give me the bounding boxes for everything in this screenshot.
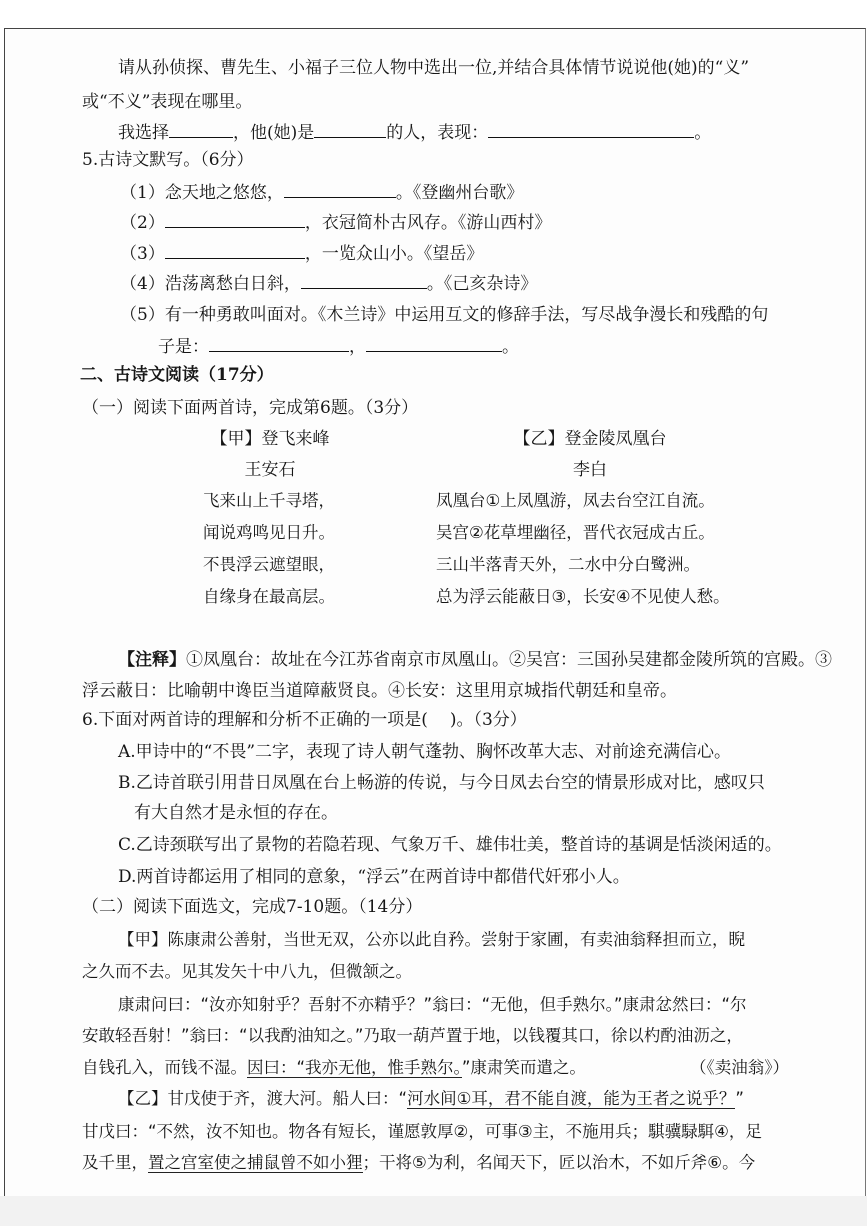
- poem-b-title: 【乙】登金陵凤凰台: [513, 429, 667, 449]
- q5-item-2: [120, 211, 551, 234]
- q5-item-5: [120, 304, 768, 326]
- q5-item-5-comma: ，: [349, 337, 366, 357]
- q5-item-5-before: 有一种勇敢叫面对。《木兰诗》中运用互文的修辞手法，写尽战争漫长和残酷的句: [164, 305, 769, 325]
- q6-stem-b: )。（3分）: [449, 710, 527, 730]
- q5-item-4-num: （4）: [120, 274, 165, 294]
- q4-answer-label-b: ，他(她)是: [233, 123, 315, 143]
- q6-option-a: A.甲诗中的“不畏”二字，表现了诗人朝气蓬勃、胸怀改革大志、对前途充满信心。: [118, 742, 732, 762]
- passage-b-underlined-2: 置之宫室使之捕鼠曾不如小狸: [148, 1153, 363, 1172]
- poem-b-line-1: 凤凰台①上凤凰游，凤去台空江自流。: [436, 491, 715, 510]
- q5-item-1: [120, 181, 523, 204]
- q5-item-4-after: 。《己亥杂诗》: [426, 274, 538, 294]
- q5-item-2-blank[interactable]: [165, 211, 305, 228]
- poem-a-line-3: 不畏浮云遮望眼，: [203, 555, 335, 574]
- q6-stem: [82, 709, 527, 731]
- passage-b-line-1-post: ”: [735, 1089, 744, 1108]
- passage-b-line-2: 甘戊曰：“不然，汝不知也。物各有短长，谨愿敦厚②，可事③主，不施用兵；騏骥騄駬④，足: [82, 1122, 762, 1141]
- q6-stem-a: 6.下面对两首诗的理解和分析不正确的一项是(: [82, 710, 428, 730]
- q5-item-2-num: （2）: [120, 213, 165, 233]
- notes-text-1: ①凤凰台：故址在今江苏省南京市凤凰山。②吴宫：三国孙吴建都金陵所筑的宫殿。③: [186, 650, 832, 670]
- poem-b-author: 李白: [573, 460, 607, 480]
- q5-item-1-before: 念天地之悠悠，: [164, 183, 284, 203]
- q5-item-2-after: ，衣冠简朴古风存。《游山西村》: [304, 213, 552, 233]
- passage-a-source: （《卖油翁》）: [690, 1058, 789, 1077]
- q6-option-b-line1: B.乙诗首联引用昔日凤凰在台上畅游的传说，与今日凤去台空的情景形成对比，感叹只: [118, 773, 765, 793]
- passage-b-line-3-pre: 及千里，: [82, 1153, 148, 1172]
- q5-item-5-blank-1[interactable]: [209, 335, 349, 352]
- q5-item-5-num: （5）: [120, 305, 165, 325]
- q4-answer-end: 。: [694, 123, 712, 143]
- passage-b-underlined-1: 河水间①耳，君不能自渡，能为王者之说乎？: [407, 1089, 736, 1108]
- poem-b-line-4: 总为浮云能蔽日③，长安④不见使人愁。: [436, 587, 730, 606]
- q5-item-3: [120, 242, 483, 265]
- q4-answer-line: [118, 121, 711, 144]
- q5-item-1-num: （1）: [120, 183, 165, 203]
- q5-item-4-blank[interactable]: [301, 272, 427, 289]
- passage-a-line-4: 安敢轻吾射！”翁曰：“以我酌油知之。”乃取一葫芦置于地，以钱覆其口，徐以杓酌油沥之，: [82, 1026, 743, 1045]
- section-2-sub-2: （二）阅读下面选文，完成7-10题。（14分）: [82, 897, 423, 917]
- q6-option-c: C.乙诗颈联写出了景物的若隐若现、气象万千、雄伟壮美，整首诗的基调是恬淡闲适的。: [118, 835, 782, 855]
- q4-blank-performance[interactable]: [488, 121, 694, 138]
- q4-blank-choice[interactable]: [169, 121, 233, 138]
- poem-b-line-2: 吴宫②花草埋幽径，晋代衣冠成古丘。: [436, 523, 715, 542]
- q5-item-1-after: 。《登幽州台歌》: [395, 183, 524, 203]
- section-2-title: 二、古诗文阅读（17分）: [80, 365, 274, 385]
- page-bottom-margin: [0, 1196, 867, 1226]
- passage-a-line-5-post: ”康肃笑而遣之。: [461, 1058, 586, 1077]
- q5-item-3-num: （3）: [120, 244, 165, 264]
- q5-item-5-blank-2[interactable]: [366, 335, 502, 352]
- poem-a-line-2: 闻说鸡鸣见日升。: [203, 523, 335, 542]
- passage-a-line-1: 【甲】陈康肃公善射，当世无双，公亦以此自矜。尝射于家圃，有卖油翁释担而立，睨: [118, 930, 745, 949]
- q4-blank-trait[interactable]: [314, 121, 386, 138]
- q5-item-5-end: 。: [502, 337, 519, 357]
- passage-a-underlined: 因曰：“我亦无他，惟手熟尔。: [247, 1058, 462, 1077]
- q5-item-4: [120, 272, 537, 295]
- q4-prompt-line2: 或“不义”表现在哪里。: [82, 92, 253, 112]
- q5-item-5-label: 子是：: [158, 337, 209, 357]
- q5-item-5-line2: [158, 335, 519, 358]
- passage-a-line-2: 之久而不去。见其发矢十中八九，但微颔之。: [82, 962, 412, 981]
- passage-a-line-5: [82, 1057, 586, 1079]
- passage-b-line-1: [118, 1088, 744, 1110]
- q4-answer-label-c: 的人，表现：: [386, 123, 489, 143]
- passage-a-line-5-pre: 自钱孔入，而钱不湿。: [82, 1058, 247, 1077]
- notes-line-2: 浮云蔽日：比喻朝中谗臣当道障蔽贤良。④长安：这里用京城指代朝廷和皇帝。: [82, 681, 677, 701]
- section-2-sub-1: （一）阅读下面两首诗，完成第6题。（3分）: [82, 398, 419, 418]
- passage-b-line-3-post: ；干将⑤为利，名闻天下，匠以治木，不如斤斧⑥。今: [362, 1153, 756, 1172]
- passage-b-line-3: [82, 1152, 755, 1174]
- q5-item-4-before: 浩荡离愁白日斜，: [164, 274, 301, 294]
- poem-a-line-1: 飞来山上千寻塔，: [203, 491, 335, 510]
- q6-option-b-line2: 有大自然才是永恒的存在。: [134, 803, 338, 823]
- poem-a-title: 【甲】登飞来峰: [210, 429, 330, 449]
- q6-option-d: D.两首诗都运用了相同的意象，“浮云”在两首诗中都借代奸邪小人。: [118, 867, 630, 887]
- passage-a-line-3: 康肃问曰：“汝亦知射乎？吾射不亦精乎？”翁曰：“无他，但手熟尔。”康肃忿然曰：“尔: [118, 995, 747, 1014]
- q5-item-3-blank[interactable]: [165, 242, 305, 259]
- q5-item-3-after: ，一览众山小。《望岳》: [304, 244, 484, 264]
- q5-item-1-blank[interactable]: [284, 181, 396, 198]
- q5-title: 5.古诗文默写。（6分）: [82, 150, 254, 170]
- notes-label: 【注释】: [118, 650, 186, 670]
- notes-line-1: [118, 649, 832, 671]
- q4-answer-label-a: 我选择: [118, 123, 169, 143]
- poem-a-author: 王安石: [244, 460, 296, 480]
- poem-b-line-3: 三山半落青天外，二水中分白鹭洲。: [436, 555, 700, 574]
- passage-b-line-1-pre: 【乙】甘戊使于齐，渡大河。船人曰：“: [118, 1089, 408, 1108]
- poem-a-line-4: 自缘身在最高层。: [203, 587, 335, 606]
- q4-prompt-line1: 请从孙侦探、曹先生、小福子三位人物中选出一位,并结合具体情节说说他(她)的“义”: [118, 58, 750, 78]
